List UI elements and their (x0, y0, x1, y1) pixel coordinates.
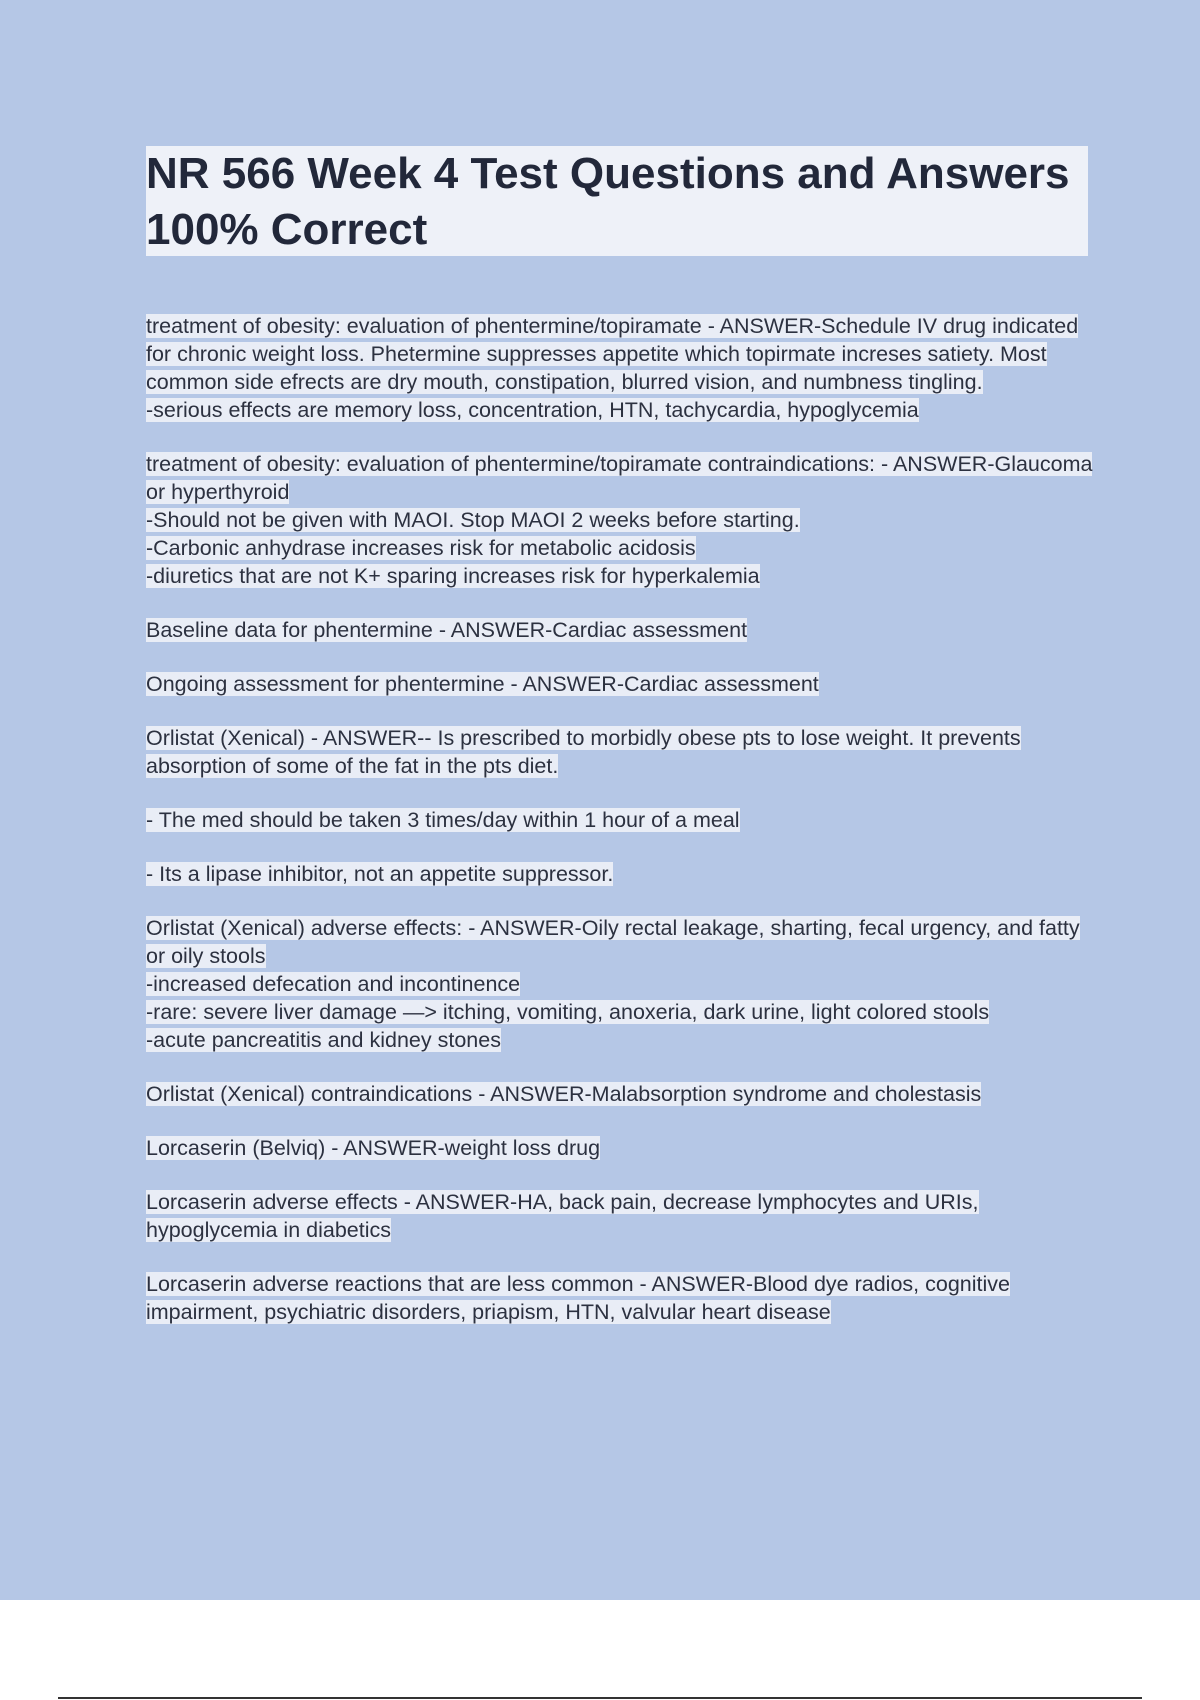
qa-entry-text: Lorcaserin adverse reactions that are less common - ANSWER-Blood dye radios, cognitive impairment, psychiatric disorders, priapism, HTN, valvular heart disease (146, 1272, 1010, 1324)
qa-entry-text: Ongoing assessment for phentermine - ANSWER-Cardiac assessment (146, 672, 819, 696)
qa-entry (146, 1080, 1096, 1108)
qa-entry-text: - The med should be taken 3 times/day within 1 hour of a meal (146, 808, 740, 832)
qa-entry-text: Lorcaserin adverse effects - ANSWER-HA, back pain, decrease lymphocytes and URIs, hypoglycemia in diabetics (146, 1190, 979, 1242)
qa-entry (146, 450, 1096, 590)
qa-entry (146, 670, 1096, 698)
qa-entry (146, 616, 1096, 644)
title-block (146, 146, 1088, 256)
qa-entry (146, 1270, 1096, 1326)
qa-entry-text: Orlistat (Xenical) adverse effects: - ANSWER-Oily rectal leakage, sharting, fecal urgency, and fatty or oily stools -increased defecation and incontinence -rare: severe liver damage —> itching, vomiting, anoxeria, dark urine, light colored stools -acute pancreatitis and kidney stones (146, 916, 1080, 1052)
qa-entry (146, 914, 1096, 1054)
page-title: NR 566 Week 4 Test Questions and Answers 100% Correct (146, 149, 1070, 254)
footer-divider (58, 1697, 1142, 1699)
qa-entry-text: Orlistat (Xenical) - ANSWER-- Is prescribed to morbidly obese pts to lose weight. It prevents absorption of some of the fat in the pts diet. (146, 726, 1021, 778)
qa-entry (146, 806, 1096, 834)
qa-entry-text: - Its a lipase inhibitor, not an appetite suppressor. (146, 862, 614, 886)
qa-entry (146, 1188, 1096, 1244)
qa-entry-text: Baseline data for phentermine - ANSWER-Cardiac assessment (146, 618, 748, 642)
qa-entry (146, 312, 1096, 424)
qa-entry (146, 860, 1096, 888)
qa-entry-text: treatment of obesity: evaluation of phentermine/topiramate - ANSWER-Schedule IV drug indicated for chronic weight loss. Phetermine suppresses appetite which topirmate increses satiety. Most common side efrects are dry mouth, constipation, blurred vision, and numbness tingling. -serious effects are memory loss, concentration, HTN, tachycardia, hypoglycemia (146, 314, 1079, 422)
qa-entry-text: Orlistat (Xenical) contraindications - ANSWER-Malabsorption syndrome and cholestasis (146, 1082, 982, 1106)
qa-entry-text: treatment of obesity: evaluation of phentermine/topiramate contraindications: - ANSWER-Glaucoma or hyperthyroid -Should not be given with MAOI. Stop MAOI 2 weeks before starting. -Carbonic anhydrase increases risk for metabolic acidosis -diuretics that are not K+ sparing increases risk for hyperkalemia (146, 452, 1093, 588)
qa-entry (146, 724, 1096, 780)
document-body (146, 312, 1096, 1352)
qa-entry (146, 1134, 1096, 1162)
qa-entry-text: Lorcaserin (Belviq) - ANSWER-weight loss drug (146, 1136, 601, 1160)
